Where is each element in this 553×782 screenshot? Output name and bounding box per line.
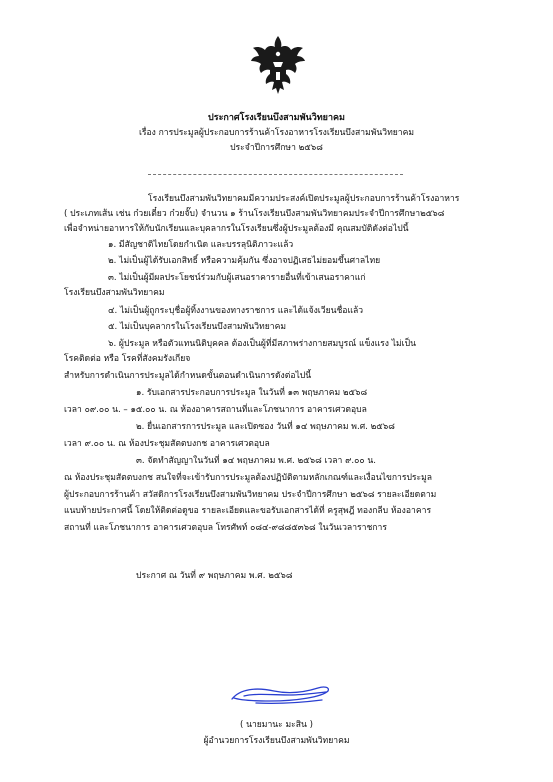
schedule-item: ณ ห้องประชุมสัตตบงกช สนใจที่จะเข้ารับการประมูลต้องปฏิบัติตามหลักเกณฑ์และเงื่อนไขการประมูล — [64, 473, 433, 483]
schedule-item: สถานที่ และโภชนาการ อาคารเศวตอุบล โทรศัพท์ ๐๘๔-๙๘๘๕๓๖๘ ในวันเวลาราชการ — [64, 523, 387, 533]
signer-position: ผู้อำนวยการโรงเรียนบึงสามพันวิทยาคม — [203, 736, 350, 746]
schedule-item: ๑. รับเอกสารประกอบการประมูล ในวันที่ ๑๓ พฤษภาคม ๒๕๖๘ — [136, 388, 368, 398]
signer-name: ( นายมานะ มะสิน ) — [239, 720, 314, 730]
qualification-item: ๖. ผู้ประมูล หรือตัวแทนนิติบุคคล ต้องเป็นผู้ที่มีสภาพร่างกายสมบูรณ์ แข็งแรง ไม่เป็น — [108, 339, 416, 349]
qualification-item: ๕. ไม่เป็นบุคลากรในโรงเรียนบึงสามพันวิทยาคม — [108, 322, 286, 332]
intro-line: โรงเรียนบึงสามพันวิทยาคมมีความประสงค์เปิดประมูลผู้ประกอบการร้านค้าโรงอาหาร — [148, 194, 460, 204]
schedule-item: ๓. จัดทำสัญญาในวันที่ ๑๔ พฤษภาคม พ.ศ. ๒๕๖๘ เวลา ๙.๐๐ น. — [136, 456, 376, 466]
intro-line: ( ประเภทเส้น เช่น ก๋วยเตี๋ยว ก๋วยจั๊บ) จำนวน ๑ ร้านโรงเรียนบึงสามพันวิทยาคมประจำปีการศึกษา๒๕๖๘ — [64, 209, 445, 219]
schedule-item: แนบท้ายประกาศนี้ โดยให้ติดต่อดูขอ รายละเอียดและขอรับเอกสารได้ที่ ครูสุพฎี ทองกลีบ ห้องอาคาร — [64, 506, 432, 516]
schedule-item: เวลา ๙.๐๐ น. ณ ห้องประชุมสัตตบงกช อาคารเศวตอุบล — [64, 439, 270, 449]
intro-line: เพื่อจำหน่ายอาหารให้กับนักเรียนและบุคลากรในโรงเรียนซึ่งผู้ประมูลต้องมี คุณสมบัติดังต่อไปนี้ — [64, 224, 409, 234]
qualification-item: โรคติดต่อ หรือ โรคที่สังคมรังเกียจ — [64, 354, 191, 364]
announcement-date: ประกาศ ณ วันที่ ๙ พฤษภาคม พ.ศ. ๒๕๖๘ — [136, 571, 293, 581]
schedule-item: ผู้ประกอบการร้านค้า สวัสดิการโรงเรียนบึงสามพันวิทยาคม ประจำปีการศึกษา ๒๕๖๘ รายละเอียดตาม — [64, 490, 437, 500]
schedule-item: ๒. ยื่นเอกสารการประมูล และเปิดซอง วันที่ ๑๔ พฤษภาคม พ.ศ. ๒๕๖๘ — [136, 422, 395, 432]
announcement-subject: เรื่อง การประมูลผู้ประกอบการร้านค้าโรงอาหารโรงเรียนบึงสามพันวิทยาคม — [138, 128, 415, 138]
academic-year: ประจำปีการศึกษา ๒๕๖๘ — [230, 143, 323, 153]
qualification-item: โรงเรียนบึงสามพันวิทยาคม — [64, 288, 165, 298]
qualification-item: ๒. ไม่เป็นผู้ได้รับเอกสิทธิ์ หรือความคุ้มกัน ซึ่งอาจปฏิเสธไม่ยอมขึ้นศาลไทย — [108, 256, 381, 266]
signature — [226, 683, 336, 707]
qualification-item: ๑. มีสัญชาติไทยโดยกำเนิด และบรรลุนิติภาวะแล้ว — [108, 240, 294, 250]
schedule-intro: สำหรับการดำเนินการประมูลได้กำหนดขั้นตอนดำเนินการดังต่อไปนี้ — [64, 371, 312, 381]
divider-line — [148, 174, 403, 175]
qualification-item: ๔. ไม่เป็นผู้ถูกระบุชื่อผู้ทิ้งงานของทางราชการ และได้แจ้งเวียนชื่อแล้ว — [108, 306, 364, 316]
garuda-emblem — [248, 34, 308, 96]
announcement-title: ประกาศโรงเรียนบึงสามพันวิทยาคม — [208, 113, 345, 123]
qualification-item: ๓. ไม่เป็นผู้มีผลประโยชน์ร่วมกับผู้เสนอราคารายอื่นที่เข้าเสนอราคาแก่ — [108, 273, 366, 283]
schedule-item: เวลา ๐๙.๐๐ น. – ๑๕.๐๐ น. ณ ห้องอาคารสถานที่และโภชนาการ อาคารเศวตอุบล — [64, 405, 367, 415]
